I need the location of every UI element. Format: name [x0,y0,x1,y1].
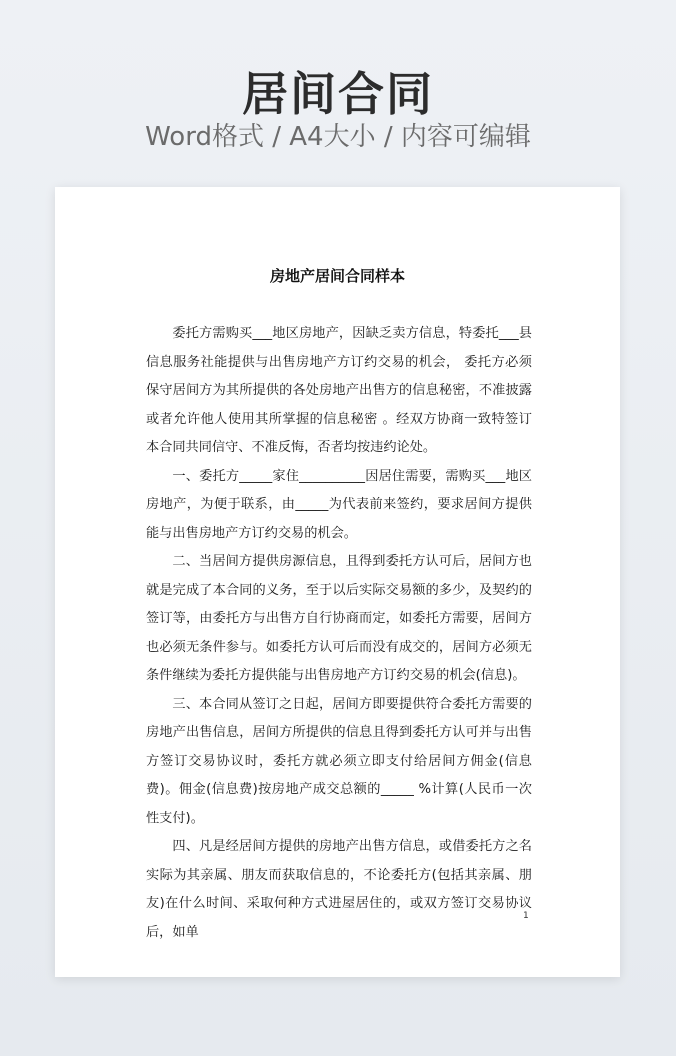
banner-title: 居间合同 [242,67,434,121]
page-number: 1 [523,911,529,921]
paragraph-intro: 委托方需购买___地区房地产，因缺乏卖方信息，特委托___县信息服务社能提供与出售房地产方订约交易的机会， 委托方必须保守居间方为其所提供的各处房地产出售方的信息秘密，不准披露或者允许他人使用其所掌握的信息秘密 。经双方协商一致特签订本合同共同信守、不准反悔，否者均按违约论处。 [146,326,532,455]
document-title: 房地产居间合同样本 [269,267,405,285]
document-page [55,187,620,977]
paragraph-clause-1: 一、委托方_____家住__________因居住需要，需购买___地区房地产，为便于联系，由_____为代表前来签约，要求居间方提供能与出售房地产方订约交易的机会。 [146,468,532,541]
document-body [146,320,532,947]
banner-subtitle: Word格式 / A4大小 / 内容可编辑 [145,122,531,152]
paragraph-clause-3: 三、本合同从签订之日起，居间方即要提供符合委托方需要的房地产出售信息，居间方所提供的信息且得到委托方认可并与出售方签订交易协议时，委托方就必须立即支付给居间方佣金(信息费)。佣金(信息费)按房地产成交总额的_____ %计算(人民币一次性支付)。 [146,696,532,826]
paragraph-clause-4: 四、凡是经居间方提供的房地产出售方信息，或借委托方之名实际为其亲属、朋友而获取信息的，不论委托方(包括其亲属、朋友)在什么时间、采取何种方式进屋居住的，或双方签订交易协议后，如单 [146,839,532,940]
paragraph-clause-2: 二、当居间方提供房源信息，且得到委托方认可后，居间方也就是完成了本合同的义务，至于以后实际交易额的多少，及契约的签订等，由委托方与出售方自行协商而定，如委托方需要，居间方也必须无条件参与。如委托方认可后而没有成交的，居间方必须无条件继续为委托方提供能与出售房地产方订约交易的机会(信息)。 [146,554,532,683]
